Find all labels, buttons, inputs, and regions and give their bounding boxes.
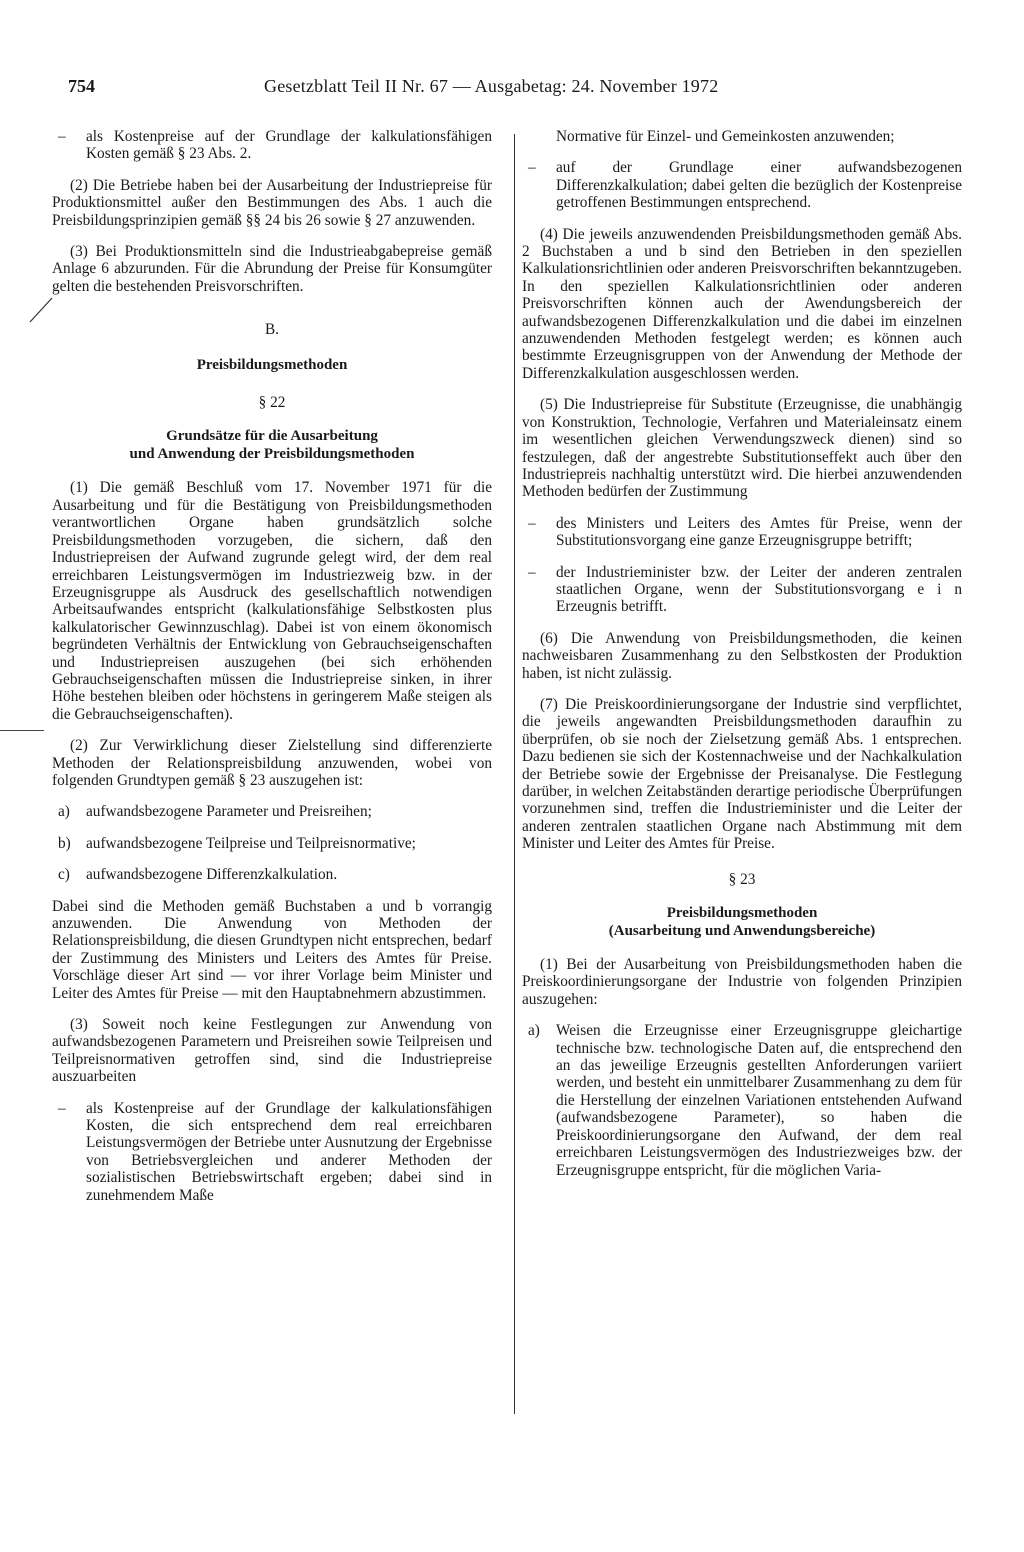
paragraph-number-23: § 23	[728, 870, 756, 888]
list-item-text: aufwandsbezogene Parameter und Preisreihen;	[86, 803, 372, 821]
paragraph-2: (2) Die Betriebe haben bei der Ausarbeitung der Industriepreise für Produktionsmittel außer den Bestimmungen des Abs. 1 auch die Preisbildungsprinzipien gemäß §§ 24 bis 26 sowie § 27 anzuwenden.	[52, 176, 492, 229]
list-item-text: Weisen die Erzeugnisse einer Erzeugnisgruppe gleichartige technische bzw. technologische Daten auf, die entsprechend den an das jeweilige Erzeugnis gestellten Anforderungen variiert werden, und besteht ein unmittelbarer Zusammenhang zu dem für die Herstellung der einzelnen Variationen entstehenden Aufwand (aufwandsbezogene Parameter), so haben die Preiskoordinierungsorgane den Aufwand, der dem real erreichbaren Leistungsvermögen des Industriezweiges bzw. der Erzeugnisgruppe entspricht, für die möglichen Varia-	[556, 1022, 962, 1179]
margin-line-mark	[0, 730, 44, 731]
paragraph-5: (5) Die Industriepreise für Substitute (Erzeugnisse, die unabhängig von Konstruktion, Technologie, Verfahren und Materialeinsatz einem im wesentlichen gleichen Verwendungszweck dienen) sind so festzulegen, daß der angestrebte Substitutionseffekt auch über den Industriepreis nachhaltig unterstützt wird. Die hierbei anzuwendenden Methoden bedürfen der Zustimmung	[522, 396, 962, 501]
paragraph-title-22	[52, 427, 492, 463]
paragraph-title-23-line-2: (Ausarbeitung und Anwendungsbereiche)	[608, 923, 876, 940]
running-title: Gesetzblatt Teil II Nr. 67 — Ausgabetag: 24. November 1972	[264, 76, 719, 96]
s22-paragraph-3-dash-item: – als Kostenpreise auf der Grundlage der kalkulationsfähigen Kosten, die sich entsprechend dem real erreichbaren Leistungsvermögen der Betriebe unter Ausnutzung der Ergebnisse von Betriebsvergleichen und anderer Methoden der sozialistischen Betriebswirtschaft ergeben; dabei sind in zunehmendem Maße	[52, 1100, 492, 1204]
paragraph-title-23	[522, 904, 962, 940]
list-item	[52, 803, 492, 820]
list-item-label: b)	[58, 834, 71, 852]
list-item-text: aufwandsbezogene Differenzkalkulation.	[86, 866, 338, 884]
differenzkalkulation-dash-item: – auf der Grundlage einer aufwandsbezogenen Differenzkalkulation; dabei gelten die bezüglich der Kostenpreise getroffenen Bestimmungen entsprechend.	[522, 159, 962, 211]
paragraph-3: (3) Bei Produktionsmitteln sind die Industrieabgabepreise gemäß Anlage 6 abzurunden. Für die Abrundung der Preise für Konsumgüter gelten die bestehenden Preisvorschriften.	[52, 243, 492, 295]
list-item-label: a)	[528, 1022, 540, 1040]
s23-list-item-a	[522, 1022, 962, 1179]
s23-paragraph-1: (1) Bei der Ausarbeitung von Preisbildungsmethoden haben die Preiskoordinierungsorgane der Industrie von folgenden Prinzipien auszugehen:	[522, 956, 962, 1008]
s22-paragraph-2: (2) Zur Verwirklichung dieser Zielstellung sind differenzierte Methoden der Relationspreisbildung anzuwenden, wobei von folgenden Grundtypen gemäß § 23 auszugehen ist:	[52, 737, 492, 789]
continued-dash-text: Normative für Einzel- und Gemeinkosten anzuwenden;	[556, 128, 895, 145]
section-letter: B.	[264, 321, 280, 339]
paragraph-title-23-line-1: Preisbildungsmethoden	[666, 905, 818, 922]
intro-dash-item: – als Kostenpreise auf der Grundlage der kalkulationsfähigen Kosten gemäß § 23 Abs. 2.	[52, 128, 492, 163]
list-item-label: a)	[58, 803, 70, 821]
margin-slash-mark	[28, 296, 54, 324]
column-divider	[514, 134, 515, 1414]
s22-paragraph-1: (1) Die gemäß Beschluß vom 17. November 1971 für die Ausarbeitung und für die Bestätigung von Preisbildungsmethoden verantwortlichen Organe haben grundsätzlich solche Preisbildungsmethoden vorzugeben, die sichern, daß den Industriepreisen der Aufwand zugrunde gelegt wird, der dem real erreichbaren Leistungsvermögen im Industriezweig bzw. in der Erzeugnisgruppe als Ausdruck des gesellschaftlich notwendigen Arbeitsaufwandes entspricht (kalkulationsfähige Selbstkosten plus kalkulatorischer Gewinnzuschlag). Dabei ist von einem ökonomisch begründeten Verhältnis der Entwicklung von Gebrauchseigenschaften und Industriepreisen auszugehen (bei sich erhöhenden Gebrauchseigenschaften müssen die Industriepreise sinken, in ihrer Höhe bestehen bleiben oder höchstens in geringerem Maße steigen als die Gebrauchseigenschaften).	[52, 479, 492, 723]
s22-paragraph-3: (3) Soweit noch keine Festlegungen zur Anwendung von aufwandsbezogenen Parametern und Preisreihen sowie Teilpreisen und Teilpreisnormativen getroffen sind, sind die Industriepreise auszuarbeiten	[52, 1016, 492, 1086]
section-title: Preisbildungsmethoden	[196, 356, 348, 373]
paragraph-title-22-line-2: und Anwendung der Preisbildungsmethoden	[129, 446, 415, 463]
page-header	[68, 76, 780, 104]
list-item	[52, 866, 492, 883]
paragraph-5-dash-item-1: – des Ministers und Leiters des Amtes für Preise, wenn der Substitutionsvorgang eine ganze Erzeugnisgruppe betrifft;	[522, 515, 962, 550]
paragraph-5-dash-item-2: – der Industrieminister bzw. der Leiter der anderen zentralen staatlichen Organe, wenn der Substitutionsvorgang e i n Erzeugnis betrifft.	[522, 564, 962, 616]
list-item-text: aufwandsbezogene Teilpreise und Teilpreisnormative;	[86, 834, 416, 852]
left-column	[52, 128, 492, 1218]
page-number: 754	[68, 76, 95, 96]
paragraph-title-22-line-1: Grundsätze für die Ausarbeitung	[166, 428, 378, 445]
paragraph-4: (4) Die jeweils anzuwendenden Preisbildungsmethoden gemäß Abs. 2 Buchstaben a und b sind den Betrieben in den speziellen Kalkulationsrichtlinien oder anderen Preisvorschriften bekanntzugeben. In den speziellen Kalkulationsrichtlinien oder anderen Preisvorschriften können auch der Awendungsbereich der aufwandsbezogenen Differenzkalkulation und die dabei im einzelnen anzuwendenden Methoden festgelegt werden; es können auch bestimmte Erzeugnisgruppen von der Anwendung der Methode der Differenzkalkulation ausgeschlossen werden.	[522, 225, 962, 382]
s22-paragraph-2-continuation: Dabei sind die Methoden gemäß Buchstaben a und b vorrangig anzuwenden. Die Anwendung von Methoden der Relationspreisbildung, die diesen Grundtypen nicht entsprechen, bedarf der Zustimmung des Ministers und Leiters des Amtes für Preise. Vorschläge dieser Art sind — vor ihrer Vorlage beim Minister und Leiter des Amtes für Preise — mit den Hauptabnehmern abzustimmen.	[52, 897, 492, 1002]
paragraph-number-22: § 22	[258, 394, 286, 412]
right-column	[522, 128, 962, 1193]
list-item	[52, 835, 492, 852]
paragraph-6: (6) Die Anwendung von Preisbildungsmethoden, die keinen nachweisbaren Zusammenhang zu den Selbstkosten der Produktion haben, ist nicht zulässig.	[522, 629, 962, 682]
list-item-label: c)	[58, 866, 70, 884]
paragraph-7: (7) Die Preiskoordinierungsorgane der Industrie sind verpflichtet, die jeweils angewandten Preisbildungsmethoden daraufhin zu überprüfen, ob sie noch der Zielsetzung gemäß Abs. 1 entsprechen. Dazu bedienen sie sich der Kostennachweise und der Nachkalkulation der Betriebe sowie der Ergebnisse der Preisanalyse. Die Festlegung darüber, in welchen Zeitabständen derartige periodische Überprüfungen vorzunehmen sind, treffen die Industrieminister und die Leiter der anderen zentralen staatlichen Organe nach Abstimmung mit dem Minister und Leiter des Amtes für Preise.	[522, 695, 962, 853]
